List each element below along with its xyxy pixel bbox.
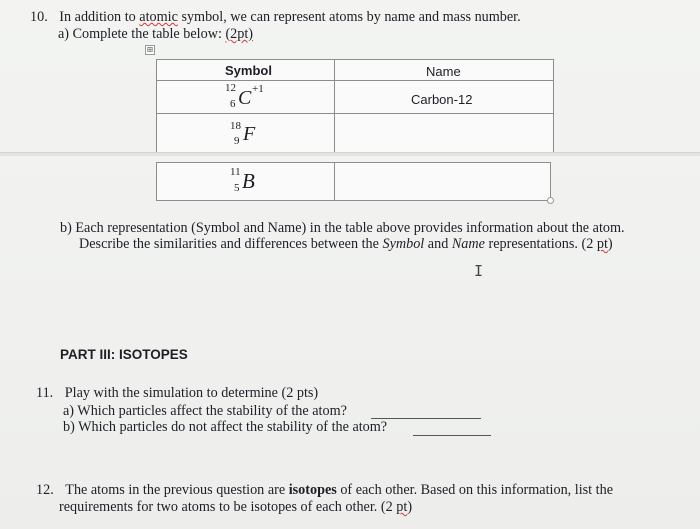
row1-element: C: [238, 87, 252, 109]
q10-part-b-and: and: [424, 236, 452, 252]
row3-name-cell[interactable]: [334, 162, 551, 201]
header-name-cell[interactable]: [334, 59, 554, 82]
q10-part-a: [58, 26, 253, 42]
q11-a-answer-blank[interactable]: [371, 418, 481, 419]
q11-a: a) Which particles affect the stability of the atom?: [63, 403, 347, 419]
row1-mass: 12: [225, 82, 236, 94]
table-resize-handle-icon[interactable]: [547, 197, 554, 204]
q10-part-a-points[interactable]: (2pt): [225, 26, 254, 42]
q12-line1-a: The atoms in the previous question are: [65, 482, 289, 498]
row2-atomic: 9: [234, 135, 240, 147]
q10-part-b-line1: b) Each representation (Symbol and Name) in the table above provides information about the atom.: [60, 220, 625, 236]
q10-part-b-symbol: Symbol: [382, 236, 425, 252]
q11-number: 11.: [36, 385, 54, 401]
row1-name: Carbon-12: [411, 92, 473, 107]
q12-line2-close: ): [407, 499, 413, 515]
q12-number: 12.: [36, 482, 54, 498]
row1-name-cell[interactable]: [334, 80, 554, 116]
row2-symbol-cell[interactable]: [156, 113, 336, 153]
row1-atomic: 6: [230, 98, 236, 110]
q10-part-b-line2-a: Describe the similarities and differences between the: [79, 236, 383, 252]
q10-number: 10.: [30, 9, 48, 25]
row3-symbol-cell[interactable]: [156, 162, 336, 201]
q12-line1: [36, 482, 613, 498]
row2-element: F: [243, 123, 256, 145]
q11-b-answer-blank[interactable]: [413, 435, 491, 436]
q10-line: [30, 9, 521, 25]
q10-part-b-close: ): [607, 236, 613, 252]
q10-part-a-text: a) Complete the table below:: [58, 26, 226, 42]
header-symbol: Symbol: [225, 63, 272, 78]
header-name: Name: [426, 64, 461, 79]
table-move-handle-icon[interactable]: ⊞: [146, 45, 154, 54]
page-break-divider: [0, 152, 700, 156]
row3-atomic: 5: [234, 182, 240, 194]
q11-b: b) Which particles do not affect the stability of the atom?: [63, 419, 388, 435]
header-symbol-cell[interactable]: [156, 59, 336, 82]
isotope-table-continued: [156, 162, 551, 201]
q11-text: Play with the simulation to determine (2 pts): [64, 385, 319, 401]
row3-mass: 11: [230, 166, 241, 178]
row3-element: B: [242, 169, 255, 193]
q12-line2: [59, 499, 412, 515]
row2-mass: 18: [230, 120, 241, 132]
q10-text-before: In addition to: [59, 9, 140, 25]
q10-part-b-line2: [79, 236, 613, 252]
q10-part-b-line2-b: representations. (2: [484, 236, 597, 252]
q10-text-after: symbol, we can represent atoms by name and mass number.: [177, 9, 521, 25]
q10-part-b-pt[interactable]: pt: [596, 236, 608, 252]
row2-name-cell[interactable]: [334, 113, 554, 153]
q12-line2-pt[interactable]: pt: [396, 499, 408, 515]
part3-heading: PART III: ISOTOPES: [60, 347, 188, 362]
row1-charge: +1: [252, 83, 264, 95]
q11-line: [36, 385, 318, 401]
text-cursor-icon: I: [474, 262, 484, 280]
q12-line1-b: of each other. Based on this information, list the: [336, 482, 613, 498]
isotope-table: [156, 59, 554, 153]
q12-line1-bold: isotopes: [288, 482, 337, 498]
q12-line2-a: requirements for two atoms to be isotopes of each other. (2: [59, 499, 397, 515]
q10-text-underlined[interactable]: atomic: [139, 9, 178, 25]
row1-symbol-cell[interactable]: [156, 80, 336, 116]
q10-part-b-name: Name: [451, 236, 485, 252]
